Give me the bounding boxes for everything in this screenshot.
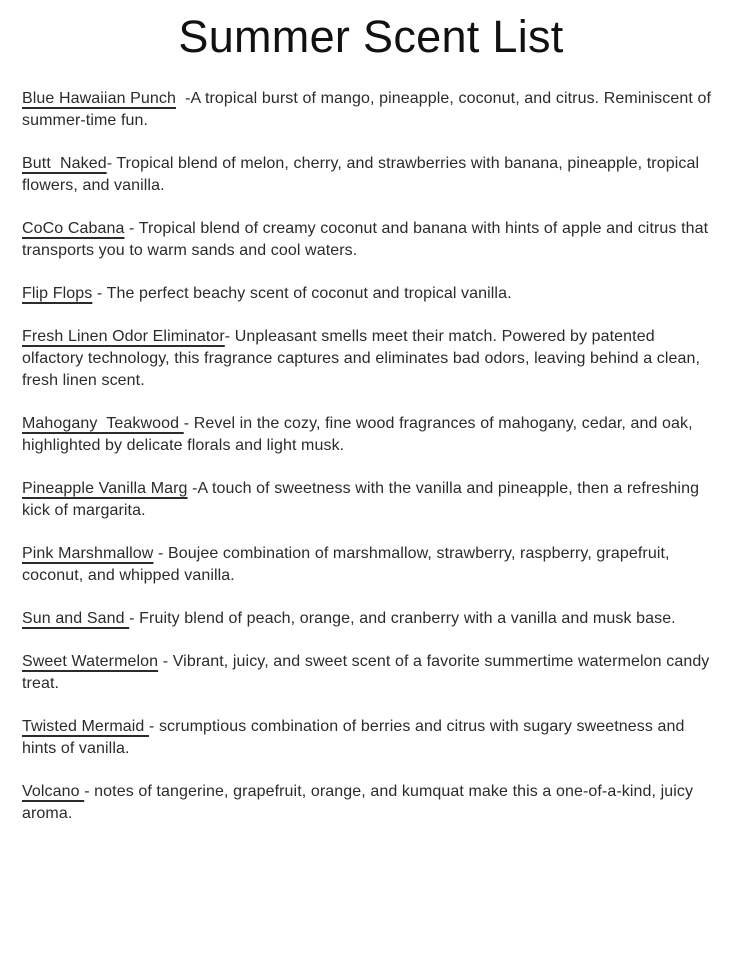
scent-description: - Unpleasant smells meet their match. Powered by patented olfactory technology, this fragrance captures and eliminates bad odors, leaving behind a clean, fresh linen scent. <box>22 328 705 389</box>
scent-item <box>22 283 712 305</box>
scent-item <box>22 326 712 392</box>
scent-item <box>22 716 712 760</box>
scent-item <box>22 781 712 825</box>
scent-name: Fresh Linen Odor Eliminator <box>22 328 225 345</box>
page-title: Summer Scent List <box>178 11 564 62</box>
scent-description: -A tropical burst of mango, pineapple, coconut, and citrus. Reminiscent of summer-time fun. <box>22 90 716 129</box>
scent-description: - notes of tangerine, grapefruit, orange, and kumquat make this a one-of-a-kind, juicy aroma. <box>22 783 698 822</box>
scent-name: Flip Flops <box>22 285 93 302</box>
scent-description: - Tropical blend of creamy coconut and banana with hints of apple and citrus that transports you to warm sands and cool waters. <box>22 220 713 259</box>
document-page <box>0 10 742 970</box>
scent-name: Sun and Sand <box>22 610 130 627</box>
scent-list <box>0 88 742 825</box>
scent-name: Sweet Watermelon <box>22 653 159 670</box>
scent-name: Butt Naked <box>22 155 107 172</box>
scent-description: - Fruity blend of peach, orange, and cranberry with a vanilla and musk base. <box>129 610 676 627</box>
scent-name: CoCo Cabana <box>22 220 125 237</box>
scent-name: Pineapple Vanilla Marg <box>22 480 188 497</box>
scent-item <box>22 153 712 197</box>
scent-name: Blue Hawaiian Punch <box>22 90 176 107</box>
scent-item <box>22 651 712 695</box>
scent-name: Pink Marshmallow <box>22 545 154 562</box>
scent-item <box>22 608 712 630</box>
scent-description: - scrumptious combination of berries and citrus with sugary sweetness and hints of vanilla. <box>22 718 690 757</box>
scent-name: Twisted Mermaid <box>22 718 149 735</box>
scent-description: - Boujee combination of marshmallow, strawberry, raspberry, grapefruit, coconut, and whipped vanilla. <box>22 545 675 584</box>
scent-name: Volcano <box>22 783 85 800</box>
scent-item <box>22 88 716 132</box>
scent-item <box>22 543 712 587</box>
scent-description: -A touch of sweetness with the vanilla and pineapple, then a refreshing kick of margarita. <box>22 480 704 519</box>
scent-name: Mahogany Teakwood <box>22 415 184 432</box>
scent-description: - Tropical blend of melon, cherry, and strawberries with banana, pineapple, tropical flowers, and vanilla. <box>22 155 704 194</box>
scent-item <box>22 478 712 522</box>
scent-description: - Vibrant, juicy, and sweet scent of a favorite summertime watermelon candy treat. <box>22 653 714 692</box>
scent-item <box>22 218 712 262</box>
scent-description: - Revel in the cozy, fine wood fragrances of mahogany, cedar, and oak, highlighted by delicate florals and light musk. <box>22 415 698 454</box>
scent-description: - The perfect beachy scent of coconut and tropical vanilla. <box>92 285 512 302</box>
scent-item <box>22 413 712 457</box>
